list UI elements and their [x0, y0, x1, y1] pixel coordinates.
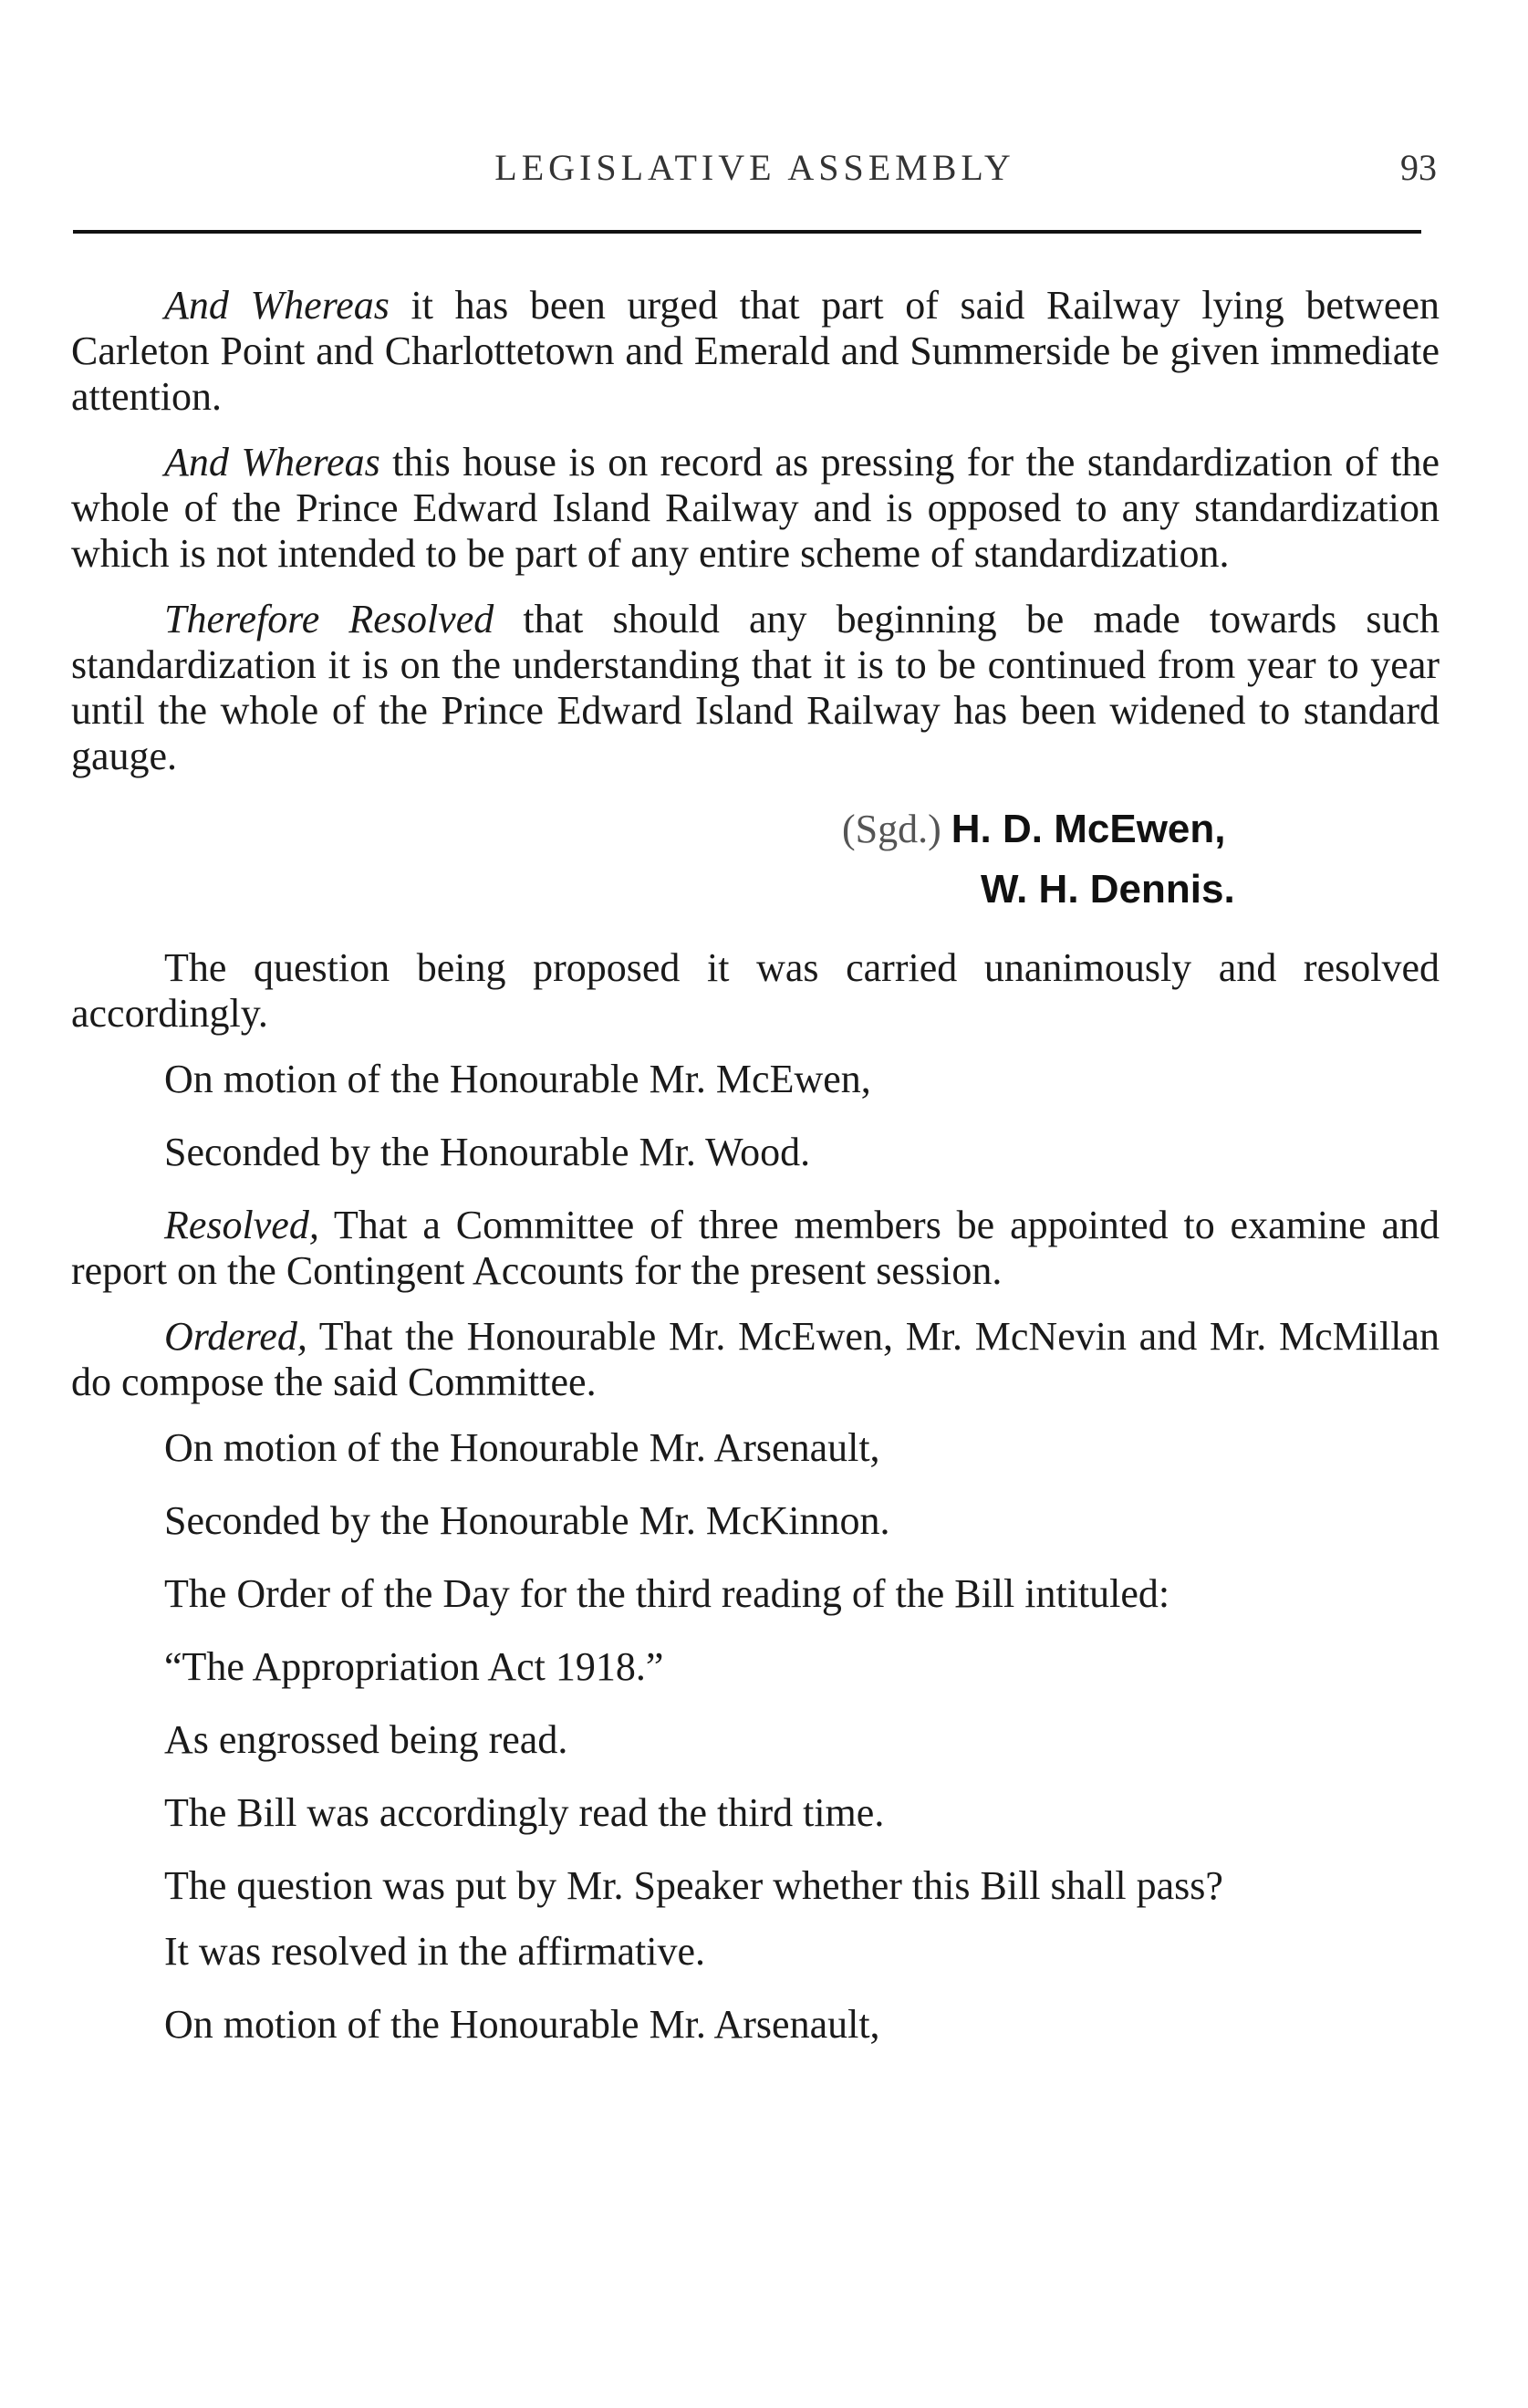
signed-prefix: (Sgd.) [842, 807, 941, 851]
page-number: 93 [1400, 147, 1437, 188]
third-reading-line: The Bill was accordingly read the third time. [164, 1790, 885, 1835]
ordered-paragraph [71, 1314, 1440, 1405]
order-of-day-line: The Order of the Day for the third reading of the Bill intituled: [164, 1571, 1170, 1616]
question-put-paragraph: The question was put by Mr. Speaker whether this Bill shall pass? [164, 1863, 1223, 1908]
paragraph-text: That the Honourable Mr. McEwen, Mr. McNevin and Mr. McMillan do compose the said Committee. [71, 1314, 1440, 1404]
paragraph-text: this house is on record as pressing for the standardization of the whole of the Prince Edward Island Railway and is opposed to any standardization which is not intended to be part of any entire scheme of standardization. [71, 440, 1440, 576]
paragraph-lead: And Whereas [164, 440, 380, 485]
paragraph-text: that should any beginning be made towards such standardization it is on the understanding that it is to be continued from year to year until the whole of the Prince Edward Island Railway has been widened to standard gauge. [71, 597, 1440, 778]
whereas-paragraph-1 [71, 283, 1440, 420]
running-header [73, 146, 1437, 201]
bill-title-line: “The Appropriation Act 1918.” [164, 1644, 664, 1689]
question-carried-paragraph: The question being proposed it was carried unanimously and resolved accordingly. [71, 945, 1440, 1036]
paragraph-lead: And Whereas [164, 283, 390, 328]
header-rule [73, 230, 1421, 234]
paragraph-text: That a Committee of three members be appointed to examine and report on the Contingent Accounts for the present session. [71, 1203, 1440, 1293]
committee-resolved-paragraph [71, 1203, 1440, 1294]
running-title: LEGISLATIVE ASSEMBLY [494, 147, 1015, 188]
seconded-line: Seconded by the Honourable Mr. Wood. [164, 1130, 811, 1174]
paragraph-text: it has been urged that part of said Railway lying between Carleton Point and Charlottetown and Emerald and Summerside be given immediate attention. [71, 283, 1440, 419]
paragraph-lead: Ordered, [164, 1314, 307, 1359]
signature-block [71, 799, 1440, 920]
motion-line: On motion of the Honourable Mr. Arsenault, [164, 1425, 880, 1470]
affirmative-line: It was resolved in the affirmative. [164, 1929, 705, 1974]
body-text [71, 283, 1440, 2075]
resolved-paragraph [71, 597, 1440, 779]
whereas-paragraph-2 [71, 440, 1440, 577]
engrossed-line: As engrossed being read. [164, 1717, 568, 1762]
signatory-name: W. H. Dennis. [981, 867, 1235, 912]
seconded-line: Seconded by the Honourable Mr. McKinnon. [164, 1498, 890, 1543]
paragraph-lead: Resolved, [164, 1203, 319, 1247]
signature-line-1 [842, 799, 1440, 860]
paragraph-lead: Therefore Resolved [164, 597, 494, 641]
motion-line: On motion of the Honourable Mr. McEwen, [164, 1057, 871, 1101]
signature-line-2 [842, 860, 1440, 920]
motion-line: On motion of the Honourable Mr. Arsenault, [164, 2002, 880, 2047]
signatory-name: H. D. McEwen, [951, 807, 1226, 851]
